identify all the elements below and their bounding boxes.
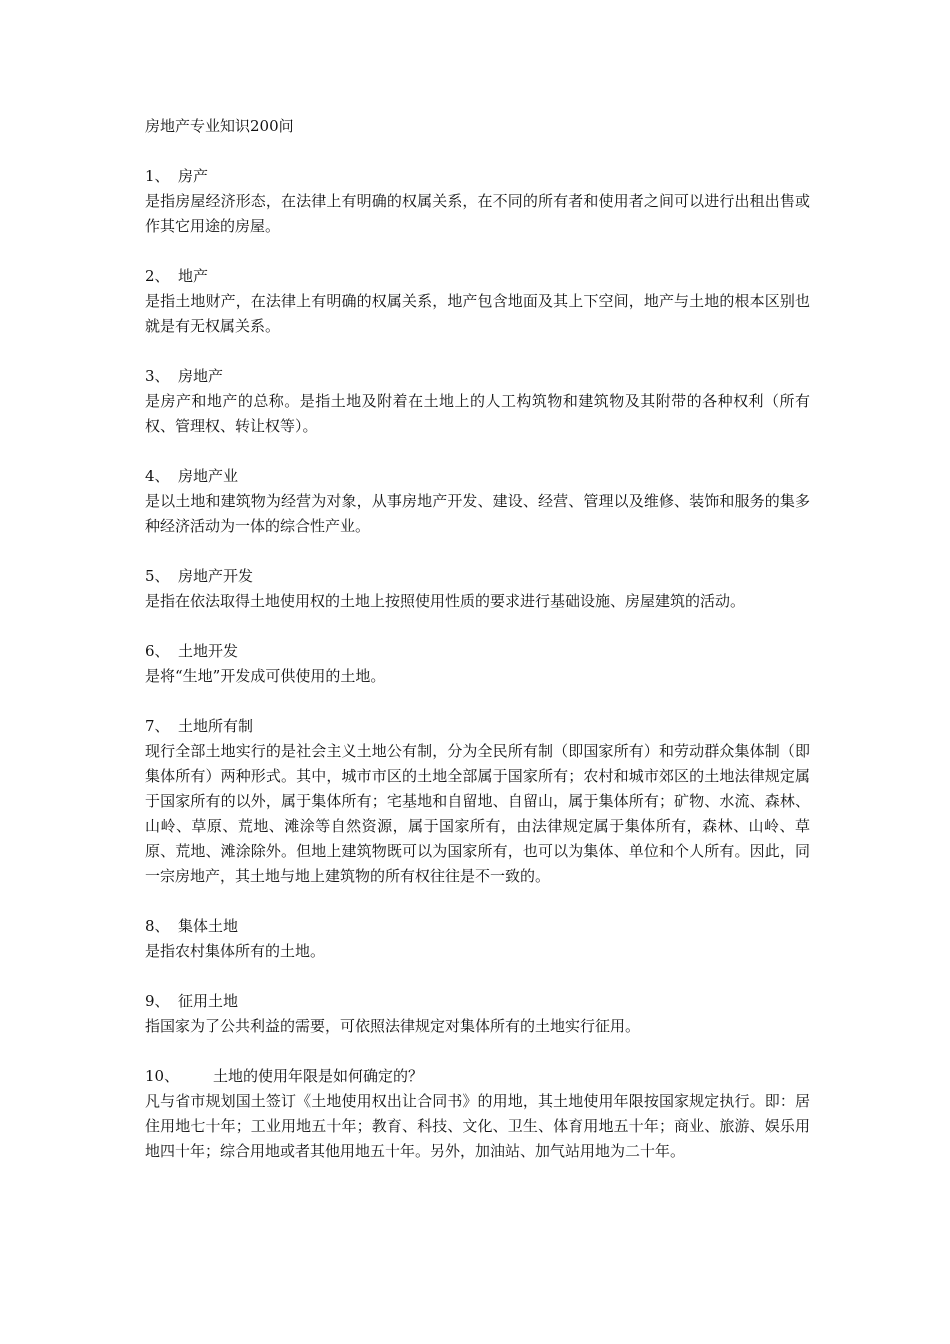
item-number: 1、 <box>145 167 170 185</box>
item-definition: 是房产和地产的总称。是指土地及附着在土地上的人工构筑物和建筑物及其附带的各种权利（所有权、管理权、转让权等）。 <box>145 392 810 435</box>
item-number: 2、 <box>145 267 170 285</box>
list-item <box>145 164 810 239</box>
item-term: 房地产 <box>178 367 224 385</box>
item-number: 9、 <box>145 992 170 1010</box>
item-heading <box>145 714 810 739</box>
item-term: 房地产业 <box>178 467 239 485</box>
item-definition: 凡与省市规划国土签订《土地使用权出让合同书》的用地，其土地使用年限按国家规定执行。即：居住用地七十年；工业用地五十年；教育、科技、文化、卫生、体育用地五十年；商业、旅游、娱乐用地四十年；综合用地或者其他用地五十年。另外，加油站、加气站用地为二十年。 <box>145 1092 810 1160</box>
item-term: 地产 <box>178 267 209 285</box>
item-heading <box>145 564 810 589</box>
item-definition: 是指农村集体所有的土地。 <box>145 942 326 960</box>
item-definition: 是将“生地”开发成可供使用的土地。 <box>145 667 386 685</box>
item-term: 土地所有制 <box>178 717 254 735</box>
document-content <box>145 114 810 1189</box>
item-definition: 是指在依法取得土地使用权的土地上按照使用性质的要求进行基础设施、房屋建筑的活动。 <box>145 592 746 610</box>
item-heading <box>145 989 810 1014</box>
item-heading <box>145 1064 810 1089</box>
list-item <box>145 264 810 339</box>
document-title: 房地产专业知识200问 <box>145 117 294 135</box>
item-heading <box>145 364 810 389</box>
item-definition: 是指房屋经济形态，在法律上有明确的权属关系，在不同的所有者和使用者之间可以进行出租出售或作其它用途的房屋。 <box>145 192 810 235</box>
item-definition: 指国家为了公共利益的需要，可依照法律规定对集体所有的土地实行征用。 <box>145 1017 641 1035</box>
list-item <box>145 564 810 614</box>
item-heading <box>145 914 810 939</box>
item-number: 4、 <box>145 467 170 485</box>
item-heading <box>145 264 810 289</box>
item-heading <box>145 464 810 489</box>
item-number: 7、 <box>145 717 170 735</box>
list-item <box>145 364 810 439</box>
item-number: 8、 <box>145 917 170 935</box>
item-definition: 是指土地财产，在法律上有明确的权属关系，地产包含地面及其上下空间，地产与土地的根本区别也就是有无权属关系。 <box>145 292 810 335</box>
list-item <box>145 1064 810 1164</box>
list-item <box>145 914 810 964</box>
item-term: 土地的使用年限是如何确定的？ <box>213 1067 424 1085</box>
item-term: 征用土地 <box>178 992 239 1010</box>
item-term: 房产 <box>178 167 209 185</box>
item-definition: 现行全部土地实行的是社会主义土地公有制，分为全民所有制（即国家所有）和劳动群众集体制（即集体所有）两种形式。其中，城市市区的土地全部属于国家所有；农村和城市郊区的土地法律规定属于国家所有的以外，属于集体所有；宅基地和自留地、自留山，属于集体所有；矿物、水流、森林、山岭、草原、荒地、滩涂等自然资源，属于国家所有，由法律规定属于集体所有，森林、山岭、草原、荒地、滩涂除外。但地上建筑物既可以为国家所有，也可以为集体、单位和个人所有。因此，同一宗房地产，其土地与地上建筑物的所有权往往是不一致的。 <box>145 742 810 885</box>
list-item <box>145 989 810 1039</box>
item-term: 集体土地 <box>178 917 239 935</box>
item-number: 3、 <box>145 367 170 385</box>
item-number: 10、 <box>145 1067 180 1085</box>
list-item <box>145 714 810 889</box>
list-item <box>145 639 810 689</box>
item-term: 房地产开发 <box>178 567 254 585</box>
item-term: 土地开发 <box>178 642 239 660</box>
item-definition: 是以土地和建筑物为经营为对象，从事房地产开发、建设、经营、管理以及维修、装饰和服务的集多种经济活动为一体的综合性产业。 <box>145 492 810 535</box>
item-heading <box>145 164 810 189</box>
item-heading <box>145 639 810 664</box>
item-number: 6、 <box>145 642 170 660</box>
list-item <box>145 464 810 539</box>
item-number: 5、 <box>145 567 170 585</box>
